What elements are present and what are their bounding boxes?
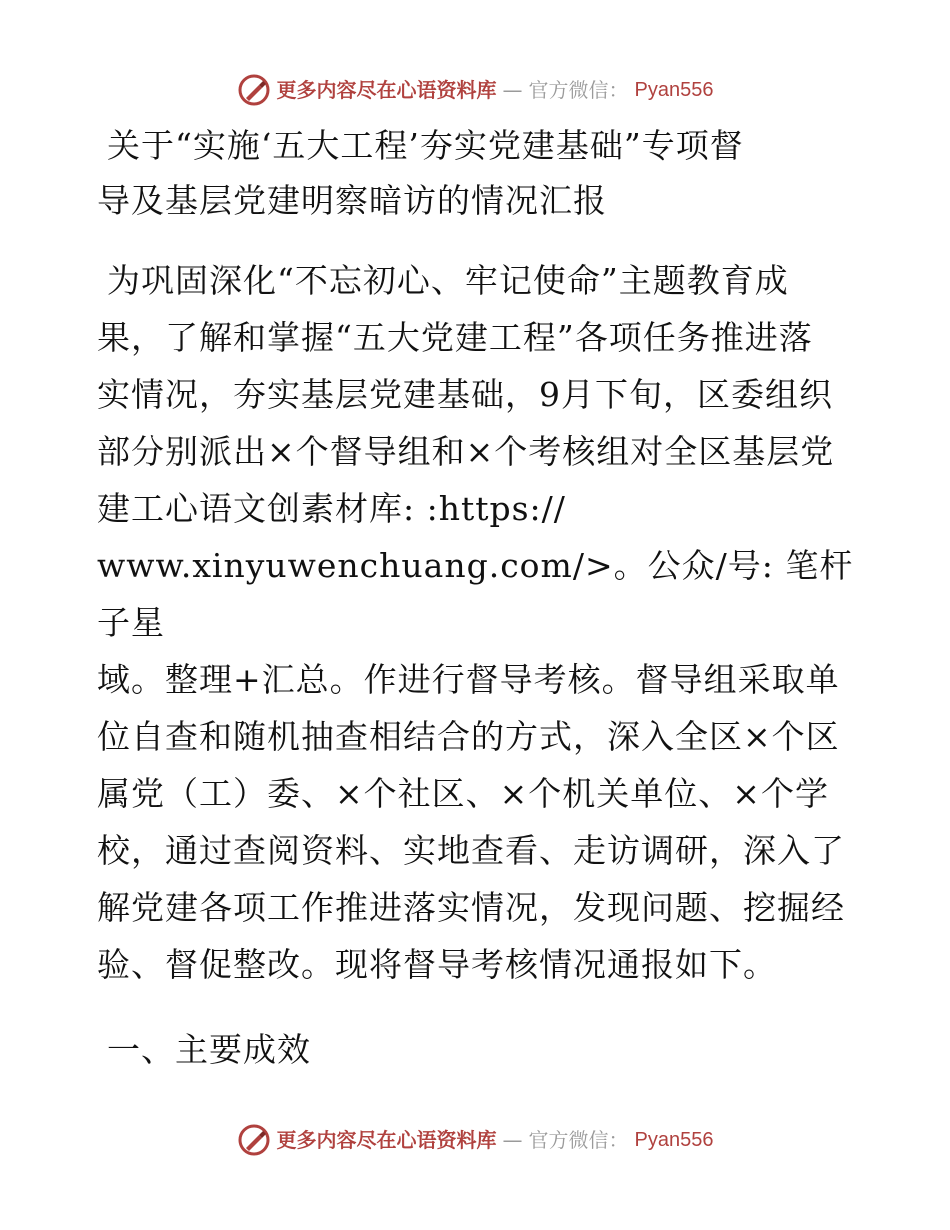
- banner-group: [237, 1123, 714, 1157]
- footer-banner: [0, 1120, 950, 1160]
- text-line: 部分别派出×个督导组和×个考核组对全区基层党: [97, 432, 835, 471]
- banner-wechat-id: Pyan556: [634, 79, 714, 101]
- text-line: 果，了解和掌握“五大党建工程”各项任务推进落: [97, 318, 813, 357]
- text-line: 为巩固深化“不忘初心、牢记使命”主题教育成: [107, 261, 789, 300]
- text-line: 位自查和随机抽查相结合的方式，深入全区×个区: [97, 717, 840, 756]
- banner-wechat-label: 官方微信：: [528, 1128, 629, 1152]
- text-line: 建工心语文创素材库: :https://: [97, 489, 566, 528]
- text-line: 解党建各项工作推进落实情况，发现问题、挖掘经: [97, 888, 845, 927]
- banner-wechat-id: Pyan556: [634, 1129, 714, 1151]
- banner-separator: —: [502, 78, 523, 102]
- body-paragraph: [97, 252, 857, 993]
- text-line: 属党（工）委、×个社区、×个机关单位、×个学: [97, 774, 829, 813]
- pen-circle-logo-icon: [237, 73, 271, 107]
- header-banner: [0, 70, 950, 110]
- text-line: 校，通过查阅资料、实地查看、走访调研，深入了: [97, 831, 845, 870]
- text-line: 域。整理+汇总。作进行督导考核。督导组采取单: [97, 660, 840, 699]
- document-title: [97, 118, 857, 228]
- banner-separator: —: [502, 1128, 523, 1152]
- text-line: 验、督促整改。现将督导考核情况通报如下。: [97, 945, 777, 984]
- section-heading: 一、主要成效: [107, 1030, 311, 1069]
- text-line: www.xinyuwenchuang.com/>。公众/号: 笔杆子星: [97, 546, 854, 642]
- title-line: 关于“实施‘五大工程’夯实党建基础”专项督: [107, 126, 744, 165]
- banner-wechat-label: 官方微信：: [528, 78, 629, 102]
- document-body: [97, 118, 857, 1078]
- banner-group: [237, 73, 714, 107]
- pen-circle-logo-icon: [237, 1123, 271, 1157]
- banner-main-text: 更多内容尽在心语资料库: [276, 78, 497, 102]
- banner-main-text: 更多内容尽在心语资料库: [276, 1128, 497, 1152]
- title-line: 导及基层党建明察暗访的情况汇报: [97, 181, 607, 220]
- text-line: 实情况，夯实基层党建基础，9月下旬，区委组织: [97, 375, 833, 414]
